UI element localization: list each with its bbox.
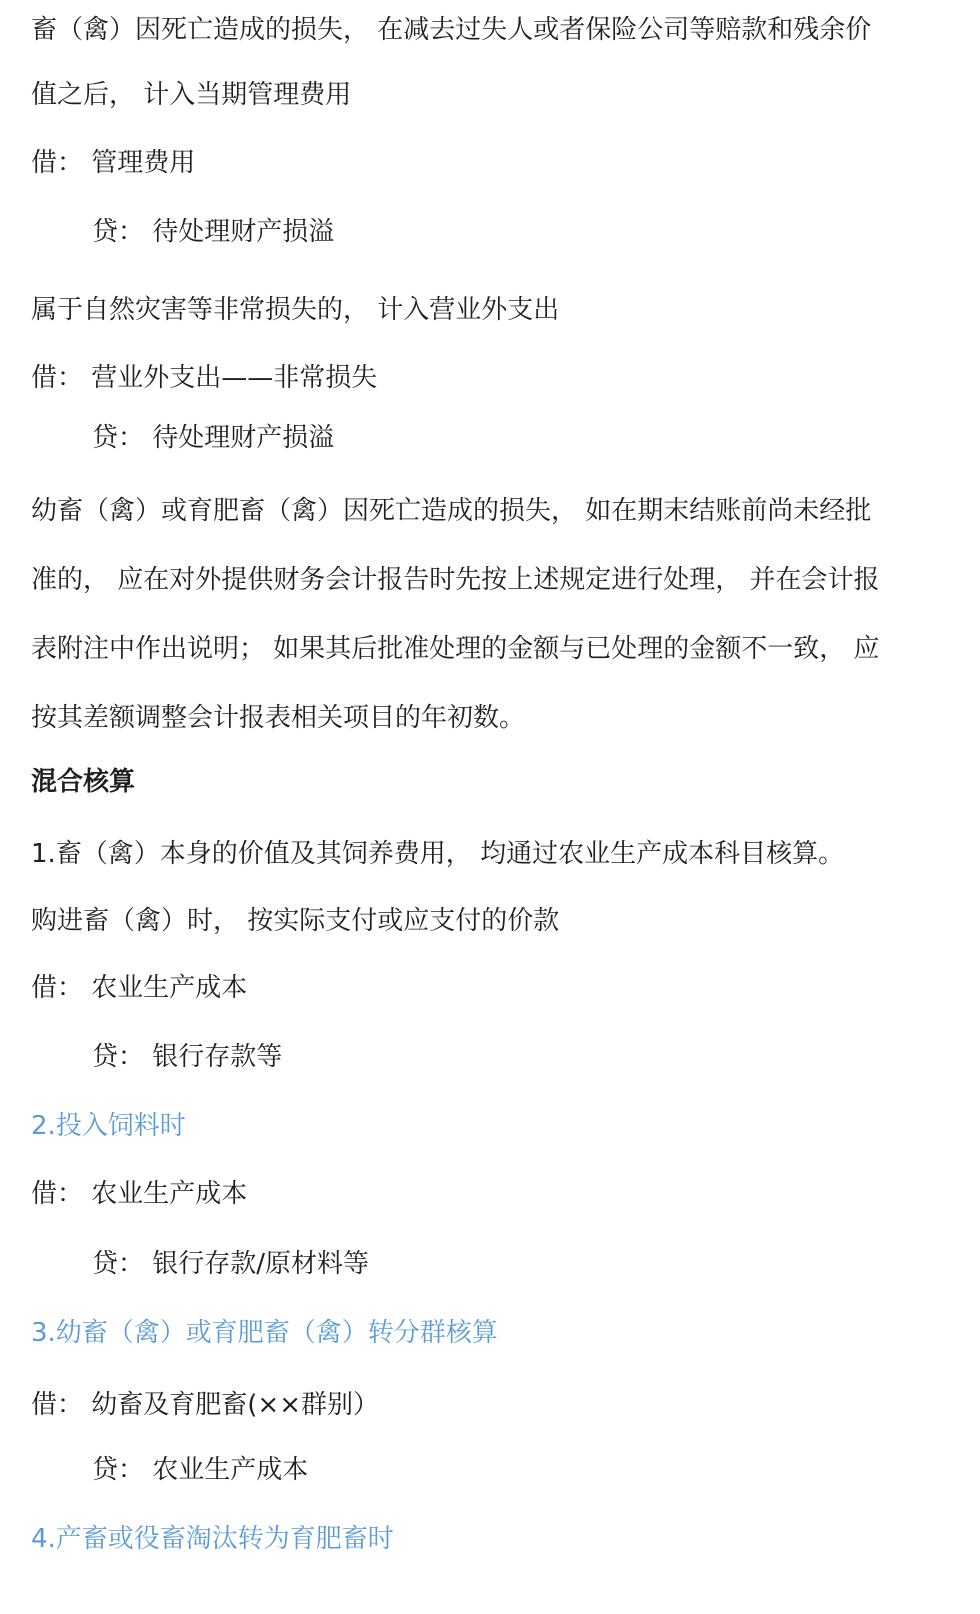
debit-entry: 借： 农业生产成本	[31, 1179, 248, 1209]
credit-entry: 贷： 银行存款/原材料等	[92, 1249, 370, 1279]
subheading: 3.幼畜（禽）或育肥畜（禽）转分群核算	[31, 1318, 498, 1348]
subheading: 4.产畜或役畜淘汰转为育肥畜时	[31, 1524, 394, 1554]
credit-entry: 贷： 待处理财产损溢	[92, 423, 335, 453]
paragraph-line: 畜（禽）因死亡造成的损失， 在减去过失人或者保险公司等赔款和残余价	[31, 15, 872, 45]
credit-entry: 贷： 银行存款等	[92, 1042, 283, 1072]
paragraph-line: 准的， 应在对外提供财务会计报告时先按上述规定进行处理， 并在会计报	[31, 565, 880, 595]
paragraph-line: 1.畜（禽）本身的价值及其饲养费用， 均通过农业生产成本科目核算。	[31, 839, 845, 869]
debit-entry: 借： 管理费用	[31, 148, 196, 178]
debit-entry: 借： 幼畜及育肥畜(××群别）	[31, 1390, 379, 1420]
paragraph-line: 幼畜（禽）或育肥畜（禽）因死亡造成的损失， 如在期末结账前尚未经批	[31, 496, 872, 526]
section-heading: 混合核算	[31, 767, 136, 797]
subheading: 2.投入饲料时	[31, 1111, 186, 1141]
paragraph-line: 表附注中作出说明； 如果其后批准处理的金额与已处理的金额不一致， 应	[31, 634, 880, 664]
paragraph-line: 购进畜（禽）时， 按实际支付或应支付的价款	[31, 906, 560, 936]
paragraph-line: 按其差额调整会计报表相关项目的年初数。	[31, 703, 526, 733]
paragraph-line: 属于自然灾害等非常损失的， 计入营业外支出	[31, 295, 560, 325]
credit-entry: 贷： 农业生产成本	[92, 1455, 309, 1485]
paragraph-line: 值之后， 计入当期管理费用	[31, 80, 352, 110]
credit-entry: 贷： 待处理财产损溢	[92, 217, 335, 247]
debit-entry: 借： 农业生产成本	[31, 973, 248, 1003]
debit-entry: 借： 营业外支出——非常损失	[31, 363, 378, 393]
